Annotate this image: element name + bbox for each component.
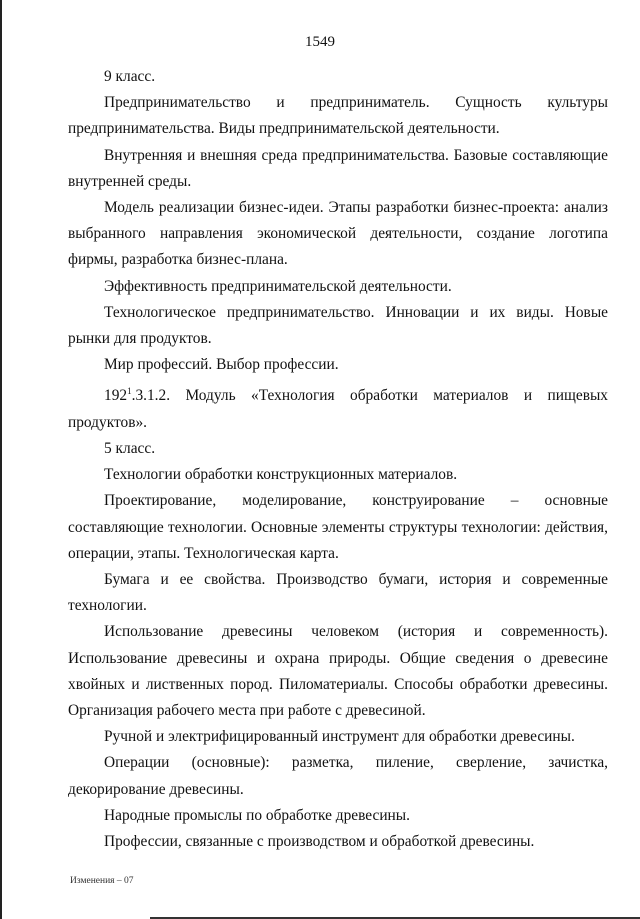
paragraph-efficiency: Эффективность предпринимательской деятельности.	[104, 277, 452, 295]
paragraph-grade-9: 9 класс.	[104, 68, 156, 85]
paragraph-tools: Ручной и электрифицированный инструмент для обработки древесины.	[104, 728, 575, 746]
paragraph-crafts: Народные промыслы по обработке древесины.	[104, 806, 410, 824]
paragraph-design: Проектирование, моделирование, конструирование – основные составляющие технологии. Основные элементы структуры технологии: действия, операции, этапы. Технологическая карта.	[68, 492, 608, 562]
paragraph-grade-5: 5 класс.	[104, 439, 156, 457]
paragraph-environment: Внутренняя и внешняя среда предпринимательства. Базовые составляющие внутренней среды.	[68, 146, 608, 190]
paragraph-wood-usage: Использование древесины человеком (история и современность). Использование древесины и охрана природы. Общие сведения о древесине хвойных и лиственных пород. Пиломатериалы. Способы обработки древесины. Организация рабочего места при работе с древесиной.	[68, 623, 608, 719]
paragraph-wood-professions: Профессии, связанные с производством и обработкой древесины.	[104, 833, 535, 851]
document-body	[68, 64, 608, 855]
paragraph-professions: Мир профессий. Выбор профессии.	[104, 356, 339, 374]
paragraph-business-model: Модель реализации бизнес-идеи. Этапы разработки бизнес-проекта: анализ выбранного направления экономической деятельности, создание логотипа фирмы, разработка бизнес-плана.	[68, 199, 608, 269]
module-title: .3.1.2. Модуль «Технология обработки материалов и пищевых продуктов».	[68, 387, 608, 431]
page-number: 1549	[305, 34, 335, 50]
paragraph-tech-entrepreneurship: Технологическое предпринимательство. Инновации и их виды. Новые рынки для продуктов.	[68, 303, 608, 348]
footer-revision: Изменения – 07	[70, 876, 134, 886]
module-number: 192	[104, 387, 128, 405]
module-heading	[68, 378, 608, 436]
scan-edge-left	[0, 0, 2, 919]
module-superscript: 1	[127, 386, 132, 397]
paragraph-entrepreneurship: Предпринимательство и предприниматель. Сущность культуры предпринимательства. Виды предпринимательской деятельности.	[68, 94, 608, 138]
paragraph-paper: Бумага и ее свойства. Производство бумаги, история и современные технологии.	[68, 570, 608, 615]
paragraph-construction-materials: Технологии обработки конструкционных материалов.	[104, 466, 458, 484]
paragraph-operations: Операции (основные): разметка, пиление, сверление, зачистка, декорирование древесины.	[68, 754, 608, 798]
